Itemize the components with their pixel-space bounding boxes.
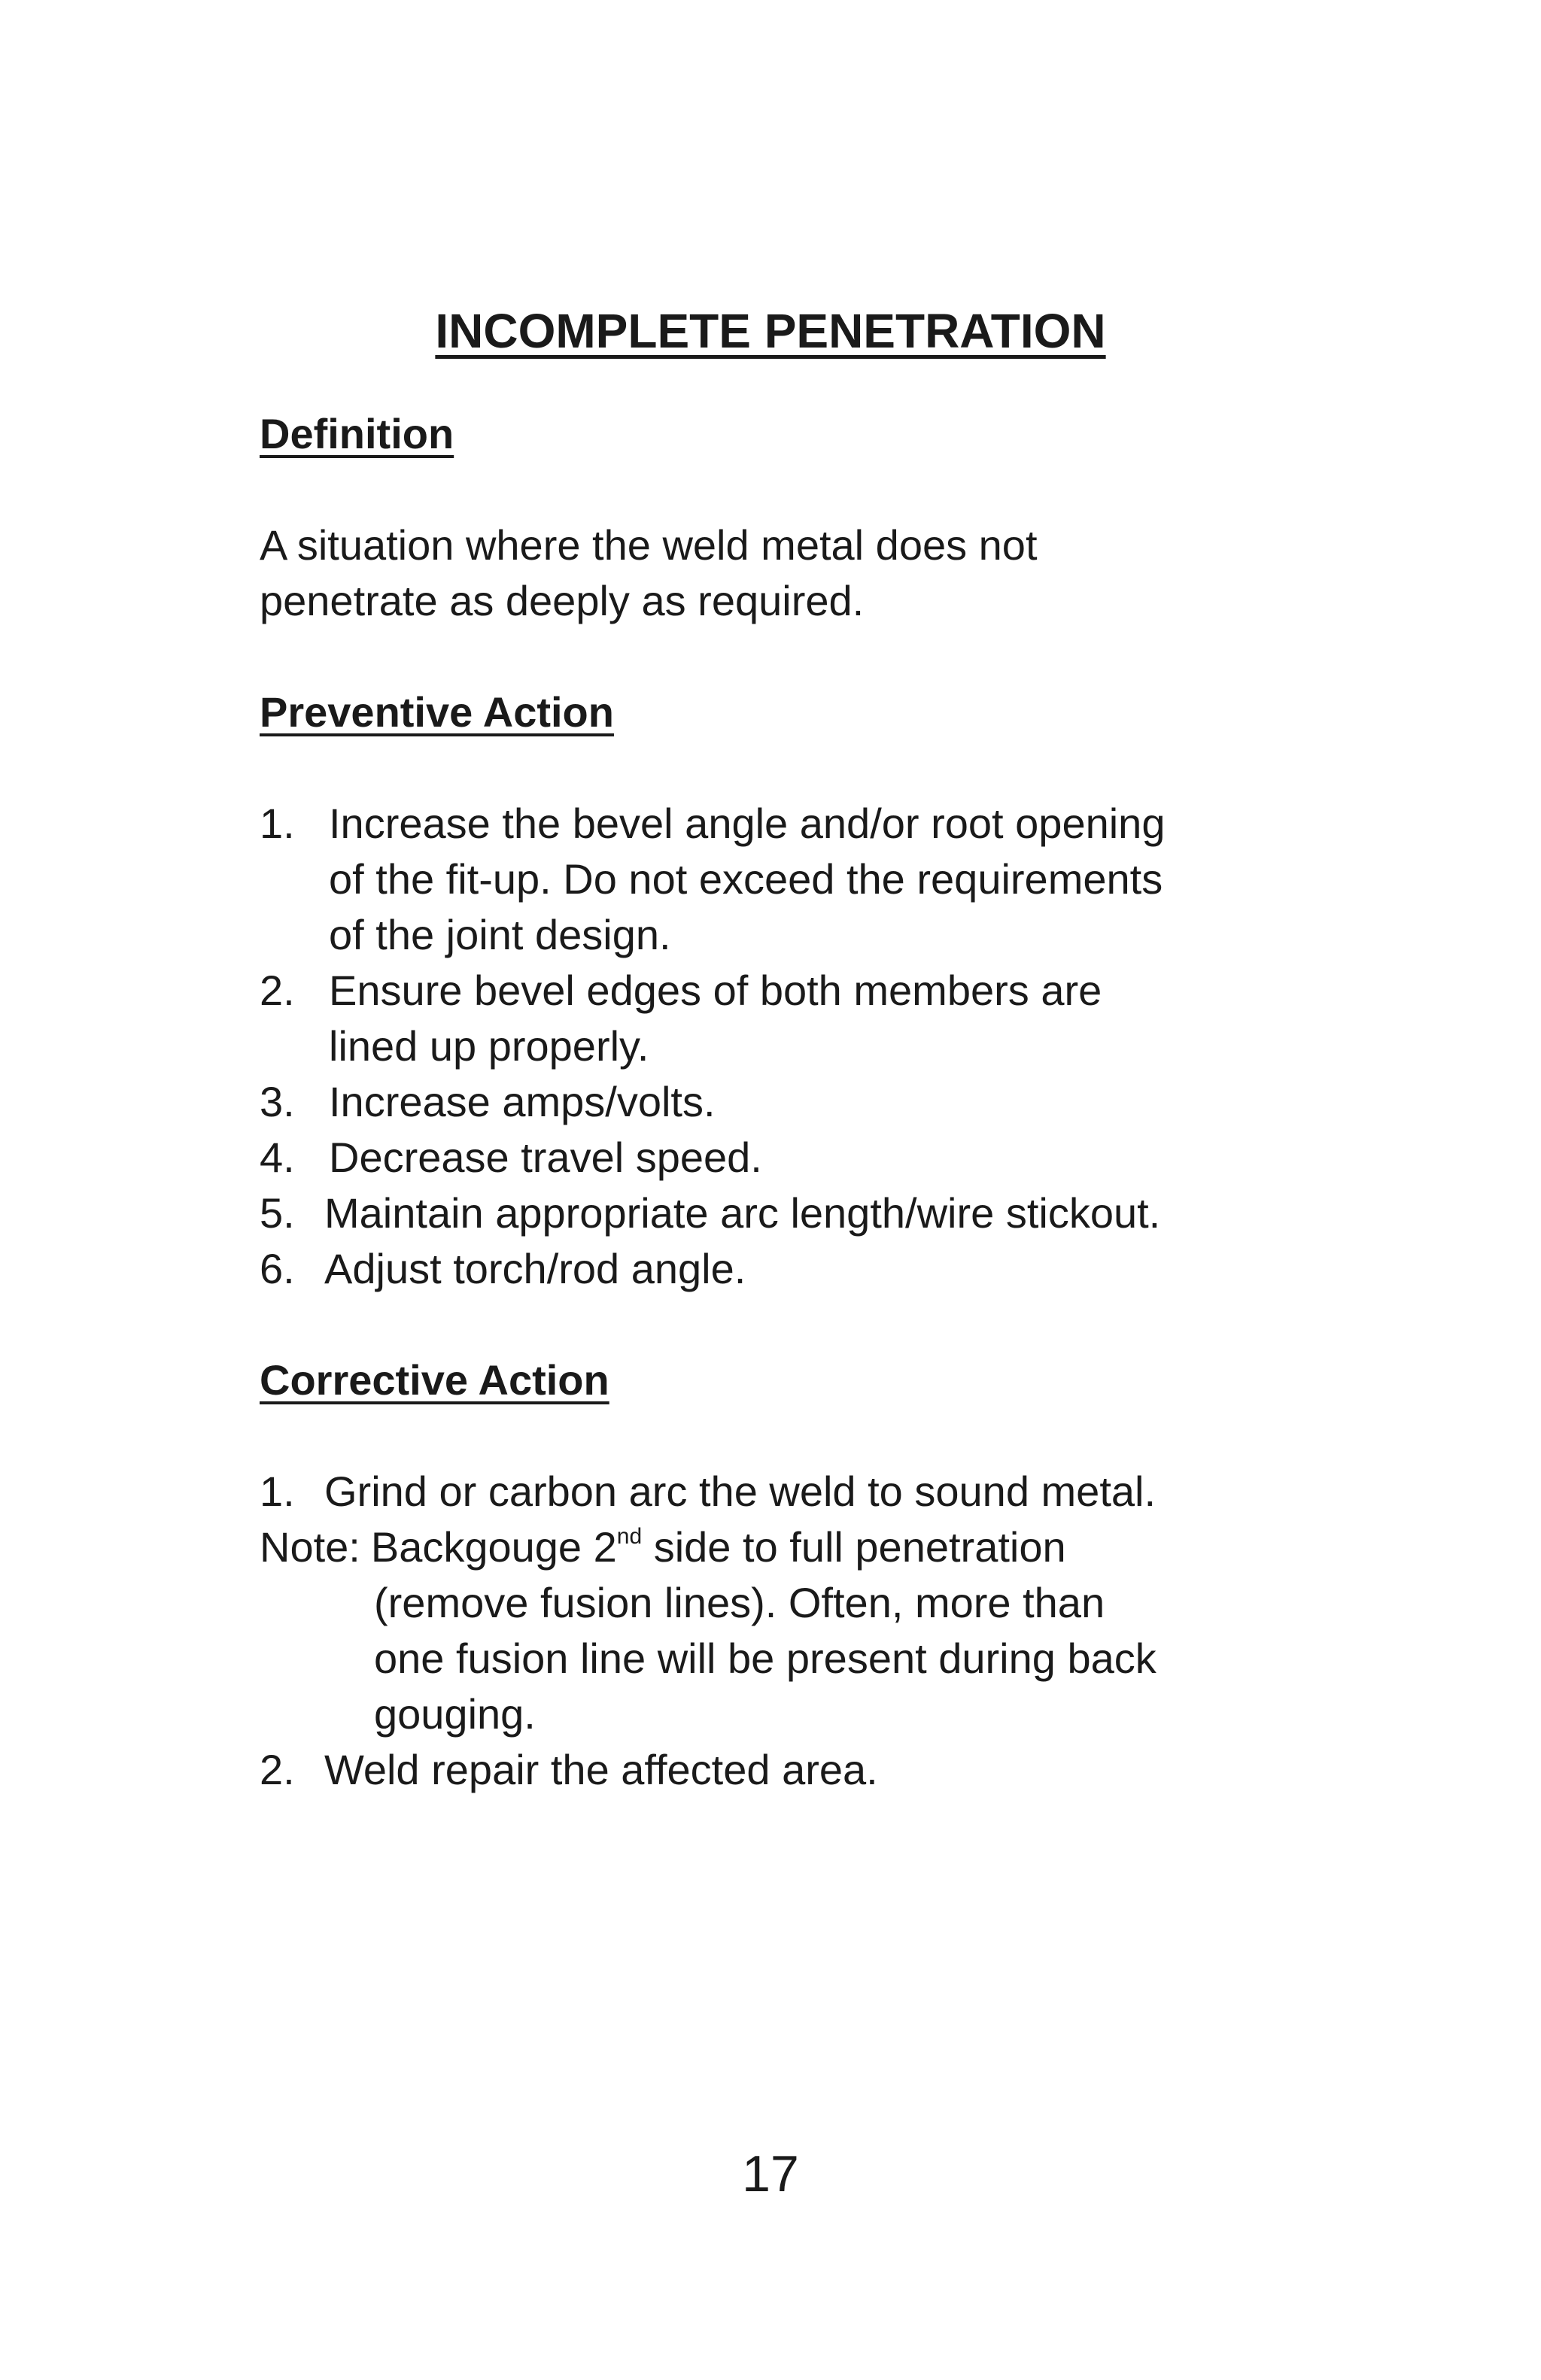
list-item-line: of the joint design. — [329, 911, 671, 958]
list-item-line: Ensure bevel edges of both members are — [329, 967, 1102, 1014]
list-item — [260, 1464, 1313, 1519]
corrective-action-heading: Corrective Action — [260, 1356, 609, 1404]
corrective-note — [260, 1519, 1313, 1575]
note-text — [371, 1519, 1066, 1575]
definition-line: A situation where the weld metal does not — [260, 521, 1038, 569]
list-item-line: Increase the bevel angle and/or root opening — [329, 800, 1166, 847]
list-item — [260, 963, 1313, 1074]
list-item — [260, 1742, 1313, 1798]
list-item-number: 3. — [260, 1078, 295, 1125]
list-item-text — [329, 963, 1313, 1074]
note-line: (remove fusion lines). Often, more than — [374, 1579, 1105, 1626]
list-item-number: 4. — [260, 1134, 295, 1181]
list-item — [260, 1074, 1313, 1130]
list-item-text: Decrease travel speed. — [329, 1134, 762, 1181]
list-item — [260, 1241, 1313, 1297]
list-item-number: 1. — [260, 1468, 295, 1515]
definition-line: penetrate as deeply as required. — [260, 577, 865, 624]
list-item-text: Weld repair the affected area. — [324, 1746, 878, 1793]
note-line: gouging. — [374, 1690, 536, 1738]
list-item-number: 6. — [260, 1245, 295, 1292]
note-line-text: Backgouge 2 — [370, 1523, 617, 1571]
preventive-action-list — [260, 796, 1313, 1297]
corrective-action-list — [260, 1464, 1313, 1798]
list-item-text — [329, 796, 1313, 963]
list-item — [260, 1185, 1313, 1241]
list-item-text: Adjust torch/rod angle. — [324, 1245, 746, 1292]
ordinal-superscript: nd — [616, 1524, 643, 1549]
list-item-line: lined up properly. — [329, 1022, 649, 1070]
list-item — [260, 796, 1313, 963]
list-item-number: 5. — [260, 1189, 295, 1237]
note-line — [371, 1519, 1066, 1575]
list-item-text: Grind or carbon arc the weld to sound metal. — [324, 1468, 1157, 1515]
page-content — [260, 406, 1313, 1798]
note-label: Note: — [260, 1523, 360, 1571]
definition-heading: Definition — [260, 410, 454, 457]
preventive-action-heading: Preventive Action — [260, 688, 614, 736]
list-item-number: 2. — [260, 967, 295, 1014]
list-item-text: Maintain appropriate arc length/wire stickout. — [324, 1189, 1161, 1237]
definition-text — [260, 518, 1313, 629]
list-item-number: 1. — [260, 800, 295, 847]
page-number: 17 — [742, 2145, 799, 2202]
list-item-line: of the fit-up. Do not exceed the requirements — [329, 855, 1163, 903]
page-title: INCOMPLETE PENETRATION — [435, 304, 1106, 358]
note-line-text: side to full penetration — [642, 1523, 1066, 1571]
list-item-text: Increase amps/volts. — [329, 1078, 716, 1125]
note-continuation — [260, 1575, 1313, 1742]
list-item — [260, 1130, 1313, 1185]
note-line: one fusion line will be present during back — [374, 1635, 1157, 1682]
list-item-number: 2. — [260, 1746, 295, 1793]
